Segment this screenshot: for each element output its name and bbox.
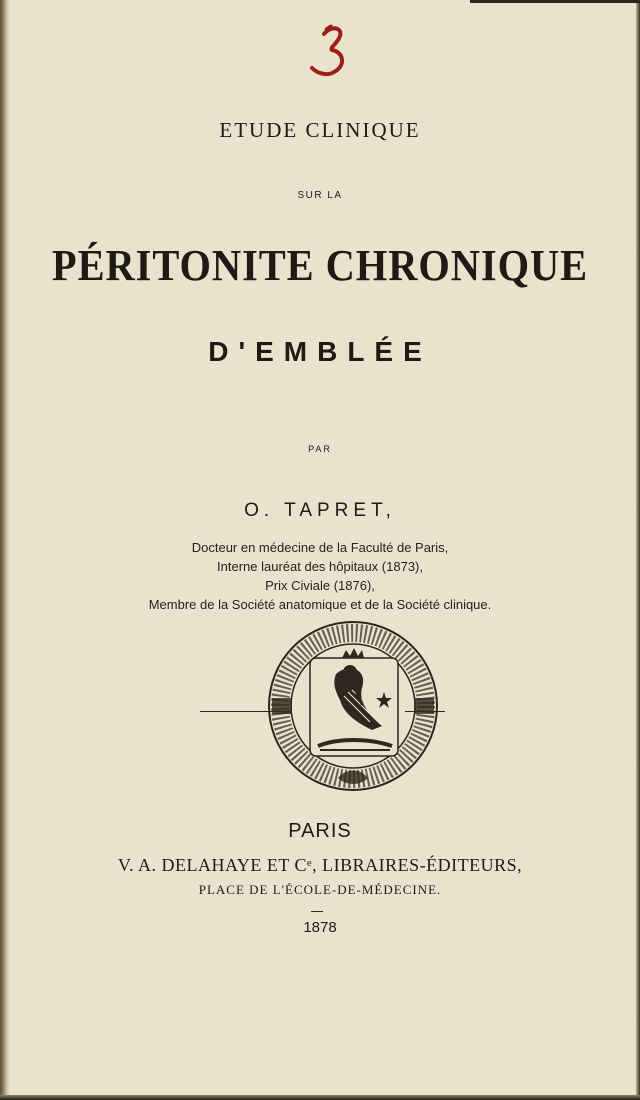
subtitle: D'EMBLÉE bbox=[208, 336, 432, 367]
handwritten-number-icon bbox=[304, 22, 354, 78]
credential-line: Docteur en médecine de la Faculté de Paris, bbox=[191, 540, 449, 555]
publisher-address: PLACE DE L'ÉCOLE-DE-MÉDECINE. bbox=[198, 882, 442, 897]
credential-line: Interne lauréat des hôpitaux (1873), bbox=[217, 559, 423, 574]
by-label: PAR bbox=[308, 444, 332, 454]
credential-line: Membre de la Société anatomique et de la Société clinique. bbox=[148, 597, 492, 612]
title-line-etude: ETUDE CLINIQUE bbox=[219, 118, 421, 142]
main-title: PÉRITONITE CHRONIQUE bbox=[51, 241, 589, 290]
credential-line: Prix Civiale (1876), bbox=[265, 578, 375, 593]
publisher-name: V. A. DELAHAYE ET Cᵉ, LIBRAIRES-ÉDITEURS, bbox=[117, 855, 523, 875]
page-bottom-edge bbox=[0, 1095, 640, 1100]
page-top-edge bbox=[470, 0, 640, 3]
publication-city: PARIS bbox=[288, 820, 352, 842]
title-line-sur-la: SUR LA bbox=[297, 190, 343, 201]
publication-year: 1878 bbox=[303, 919, 337, 936]
author-name: O. TAPRET, bbox=[244, 500, 396, 521]
divider-dash bbox=[311, 911, 323, 912]
pelican-seal-icon bbox=[258, 618, 448, 794]
